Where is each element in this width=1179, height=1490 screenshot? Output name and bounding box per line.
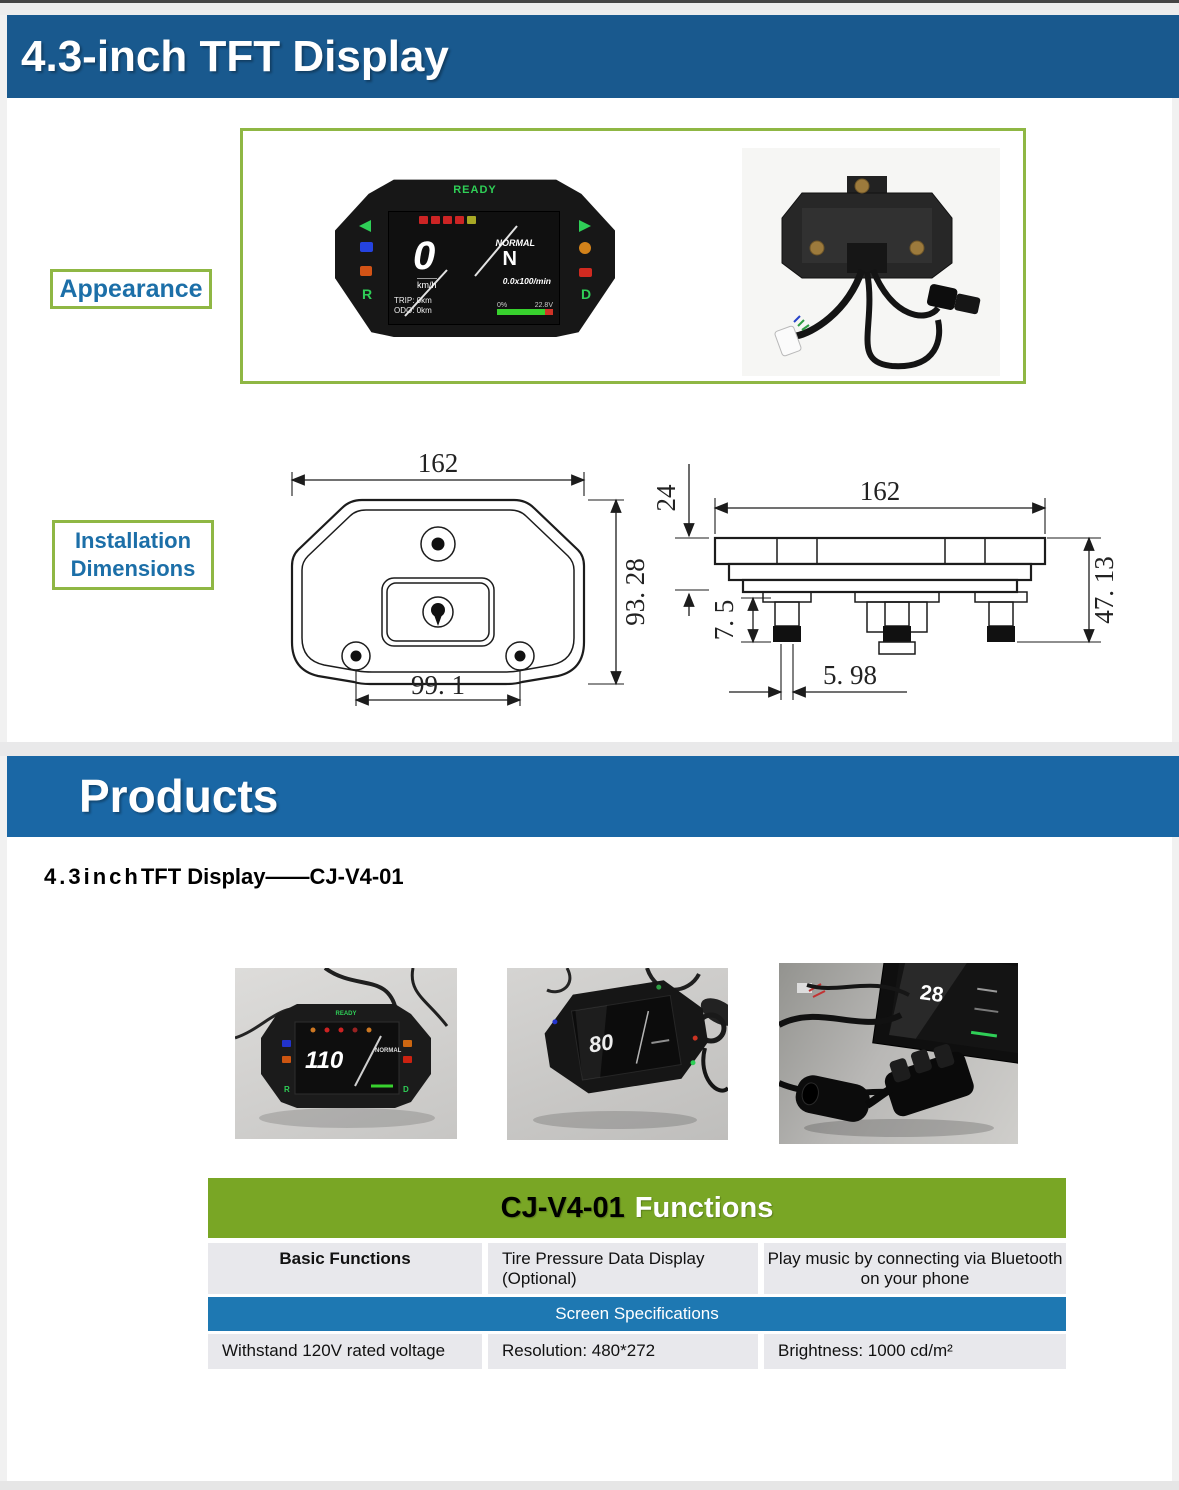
table-row-basic-functions [208,1243,1066,1294]
side-stud-length-dim: 7. 5 [709,599,739,641]
products-section-title: Products [7,756,1179,837]
photo3-drawing [779,963,1018,1144]
cell-tire-pressure: Tire Pressure Data Display (Optional) [488,1243,758,1294]
side-view-dimension-drawing [645,438,1145,748]
battery-warning-icon [579,268,592,277]
svg-text:D: D [403,1085,409,1094]
black-connector-2 [954,293,981,315]
rear-view-dimension-drawing [272,438,682,738]
photo2-drawing [507,968,728,1140]
mode-text: NORMAL [495,238,535,248]
side-height-dim: 47. 13 [1089,556,1119,624]
photo3-speed: 28 [918,981,945,1008]
battery-voltage: 22.8V [534,302,553,309]
white-connector [774,325,802,356]
photo1-ready-text: READY [335,1011,357,1017]
appearance-label-text: Appearance [59,274,203,303]
rear-height-dim: 93. 28 [620,558,650,626]
battery-bar [497,309,553,315]
left-turn-arrow-icon [359,220,371,232]
functions-table [208,1178,1066,1369]
battery-percent: 0% [497,302,508,309]
table-row-screen-specs [208,1334,1066,1369]
bottom-gray-strip [0,1481,1179,1490]
product-photo-angle [507,968,728,1140]
functions-table-header [208,1178,1066,1238]
product-heading-model: TFT Display——CJ-V4-01 [140,864,404,889]
reverse-indicator: R [362,286,373,302]
appearance-label [50,269,212,309]
svg-text:R: R [284,1085,290,1094]
rear-photo-drawing [742,148,1000,376]
ready-status-text: READY [453,184,497,196]
cell-basic-functions: Basic Functions [208,1243,482,1294]
tft-display-rear-image [742,148,1000,376]
tft-screen [388,211,560,325]
trip-odo-block [394,296,432,316]
gear-indicator: N [502,248,517,270]
tpms-warning-icon [579,242,591,254]
cell-brightness: Brightness: 1000 cd/m² [764,1334,1066,1369]
installation-label-line1: Installation [74,528,192,553]
table-subheader-screen-specs: Screen Specifications [208,1297,1066,1331]
speed-unit: km/h [417,280,437,290]
section-divider [0,742,1179,756]
installation-label-line2: Dimensions [70,556,196,581]
photo1-drawing [235,968,457,1139]
product-photo-front [235,968,457,1139]
photo2-speed: 80 [587,1029,616,1058]
cell-resolution: Resolution: 480*272 [488,1334,758,1369]
drive-indicator: D [581,286,592,302]
side-depth-dim: 24 [651,484,681,512]
photo1-speed: 110 [305,1047,344,1074]
product-photo-connector [779,963,1018,1144]
product-model-heading [44,864,404,890]
table-title-model: CJ-V4-01 [500,1192,625,1224]
side-stud-diameter-dim: 5. 98 [823,660,877,690]
black-connector-1 [926,283,958,310]
photo1-mode: NORMAL [375,1048,402,1054]
tft-display-front-image [335,178,615,337]
right-turn-arrow-icon [579,220,591,232]
side-width-dim: 162 [859,476,901,506]
battery-gauge [497,302,553,315]
odo-text: ODO: 0km [394,306,432,315]
rpm-text: 0.0x100/min [502,276,551,286]
speed-value: 0 [413,234,436,278]
installation-dimensions-label [52,520,214,590]
table-title-functions: Functions [634,1192,774,1224]
top-gray-strip [0,3,1179,15]
cell-voltage: Withstand 120V rated voltage [208,1334,482,1369]
rear-width-dim: 162 [417,448,459,478]
trip-text: TRIP: 0km [394,296,432,305]
engine-warning-icon [360,266,372,276]
cell-bluetooth-music: Play music by connecting via Bluetooth on your phone [764,1243,1066,1294]
page-title: 4.3-inch TFT Display [7,15,1179,98]
rear-hole-spacing-dim: 99. 1 [411,670,465,700]
high-beam-icon [360,242,373,252]
product-heading-size: 4.3inch [44,864,141,889]
